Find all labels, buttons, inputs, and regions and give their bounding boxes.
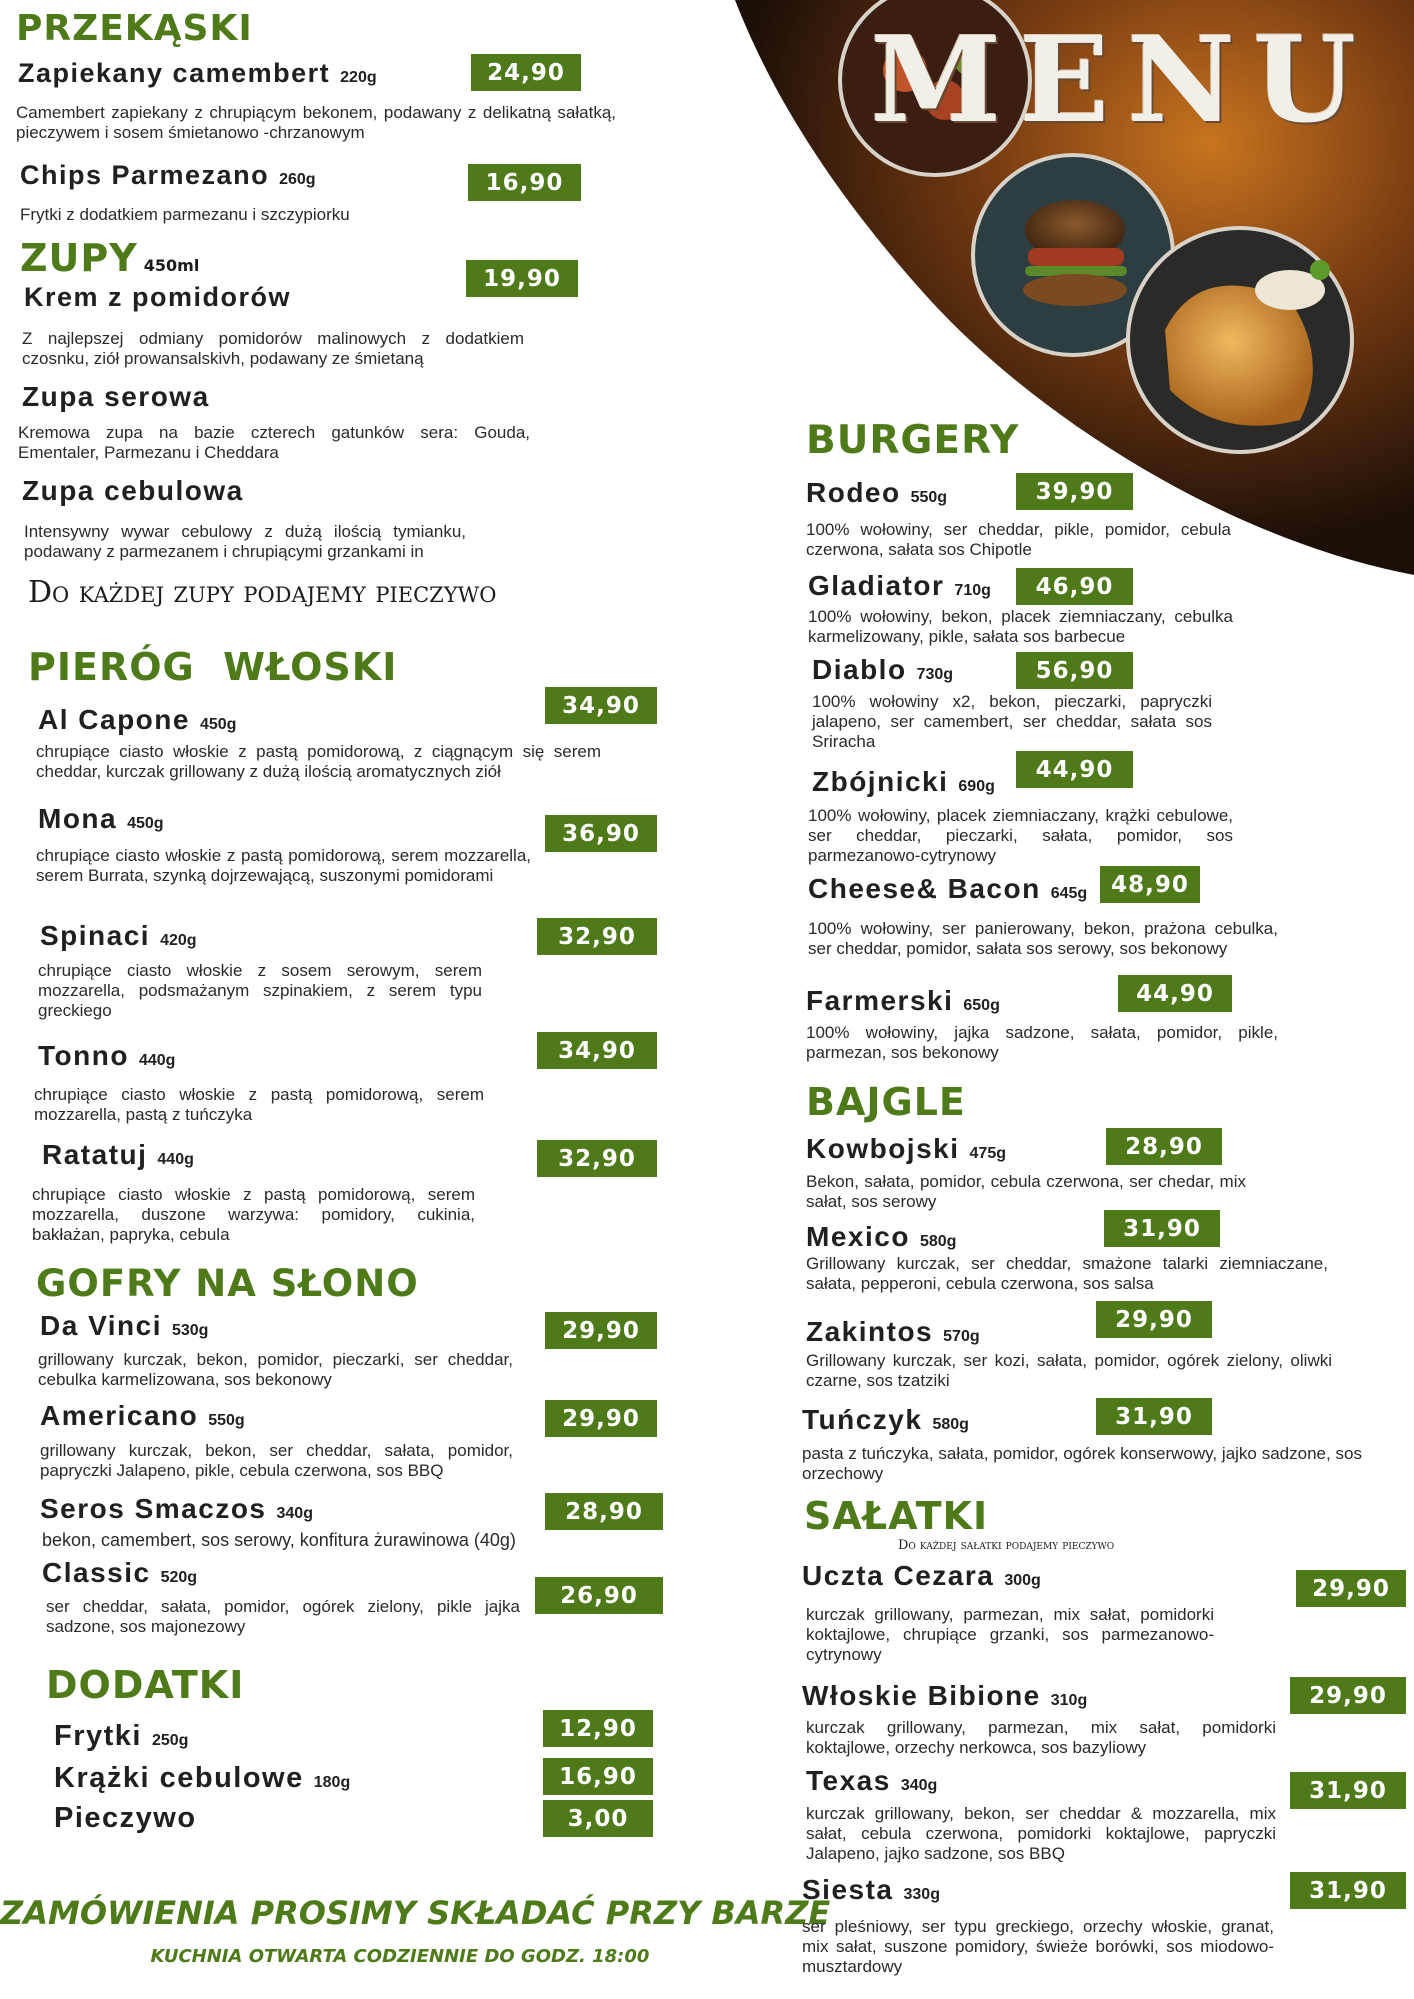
- item-name: Zbójnicki: [812, 766, 949, 797]
- item-weight: 580g: [919, 1233, 957, 1250]
- item-zakintos-price: 29,90: [1096, 1301, 1212, 1338]
- kitchen-hours-note: KUCHNIA OTWARTA CODZIENNIE DO GODZ. 18:00: [150, 1946, 650, 1967]
- item-texas-price: 31,90: [1290, 1772, 1406, 1809]
- section-zupy-title: [20, 236, 199, 280]
- item-classic-name: [42, 1557, 197, 1589]
- item-mexico-price: 31,90: [1104, 1210, 1220, 1247]
- item-davinci-desc: grillowany kurczak, bekon, pomidor, pieczarki, ser cheddar, cebulka karmelizowana, sos bekonowy: [38, 1350, 513, 1389]
- item-weight: 520g: [160, 1569, 198, 1586]
- item-seros-desc: bekon, camembert, sos serowy, konfitura żurawinowa (40g): [42, 1530, 516, 1550]
- item-weight: 420g: [160, 932, 197, 949]
- item-kowbojski-desc: Bekon, sałata, pomidor, cebula czerwona, ser chedar, mix sałat, sos serowy: [806, 1172, 1246, 1211]
- section-salatki-title: SAŁATKI: [804, 1494, 989, 1538]
- item-weight: 340g: [900, 1777, 938, 1794]
- item-bibione-price: 29,90: [1290, 1677, 1406, 1714]
- item-name: Seros Smaczos: [40, 1493, 267, 1524]
- item-gladiator-desc: 100% wołowiny, bekon, placek ziemniaczany, cebulka karmelizowany, pikle, sałata sos barbecue: [808, 607, 1233, 646]
- item-krem-price: 19,90: [466, 260, 578, 297]
- item-name: Uczta Cezara: [802, 1560, 995, 1591]
- item-name: Tonno: [38, 1040, 129, 1071]
- item-farmerski-desc: 100% wołowiny, jajka sadzone, sałata, pomidor, pikle, parmezan, sos bekonowy: [806, 1023, 1278, 1062]
- item-camembert-name: [18, 58, 377, 89]
- item-camembert-desc: Camembert zapiekany z chrupiącym bekonem, podawany z delikatną sałatką, pieczywem i sosem śmietanowo -chrzanowym: [16, 103, 616, 142]
- item-spinaci-price: 32,90: [537, 918, 657, 955]
- item-kowbojski-name: [806, 1133, 1006, 1165]
- item-diablo-desc: 100% wołowiny x2, bekon, pieczarki, papryczki jalapeno, ser camembert, ser cheddar, sałata sos Sriracha: [812, 692, 1212, 751]
- item-name: Frytki: [54, 1720, 142, 1752]
- item-mona-name: [38, 803, 164, 835]
- item-chips-desc: Frytki z dodatkiem parmezanu i szczypiorku: [20, 205, 350, 224]
- item-rodeo-name: [806, 477, 947, 509]
- item-cheese-name: [808, 873, 1087, 905]
- item-name: Diablo: [812, 654, 907, 685]
- item-weight: 650g: [963, 997, 1000, 1014]
- section-zupy-size: 450ml: [143, 256, 200, 275]
- item-texas-desc: kurczak grillowany, bekon, ser cheddar & mozzarella, mix sałat, cebula czerwona, pomidorki koktajlowe, papryczki Jalapeno, jajko sadzone, sos BBQ: [806, 1804, 1276, 1863]
- item-weight: 475g: [969, 1145, 1006, 1162]
- item-rodeo-desc: 100% wołowiny, ser cheddar, pikle, pomidor, cebula czerwona, sałata sos Chipotle: [806, 520, 1231, 559]
- item-cezar-price: 29,90: [1296, 1570, 1406, 1607]
- item-krem-name: Krem z pomidorów: [24, 282, 292, 312]
- menu-title: MENU: [870, 10, 1374, 149]
- item-krazki-price: 16,90: [543, 1758, 653, 1795]
- salad-bread-note: Do każdej sałatki podajemy pieczywo: [898, 1538, 1115, 1553]
- item-frytki-name: [54, 1720, 188, 1753]
- item-name: Da Vinci: [40, 1310, 162, 1341]
- item-serowa-name: Zupa serowa: [22, 381, 210, 412]
- item-davinci-name: [40, 1310, 208, 1342]
- item-serowa-desc: Kremowa zupa na bazie czterech gatunków sera: Gouda, Ementaler, Parmezanu i Cheddara: [18, 423, 530, 462]
- item-name: Spinaci: [40, 920, 151, 951]
- item-name: Siesta: [802, 1874, 894, 1905]
- item-cezar-desc: kurczak grillowany, parmezan, mix sałat, pomidorki koktajlowe, chrupiące grzanki, sos parmezanowo-cytrynowy: [806, 1605, 1214, 1664]
- item-weight: 645g: [1050, 885, 1088, 902]
- item-ratatuj-name: [42, 1139, 194, 1171]
- item-mona-desc: chrupiące ciasto włoskie z pastą pomidorową, serem mozzarella, serem Burrata, szynką dojrzewającą, suszonymi pomidorami: [36, 846, 531, 885]
- item-rodeo-price: 39,90: [1016, 473, 1133, 510]
- item-weight: 300g: [1004, 1572, 1041, 1589]
- item-pieczywo-price: 3,00: [543, 1800, 653, 1837]
- item-name: Texas: [806, 1765, 891, 1796]
- item-weight: 730g: [916, 666, 954, 683]
- soup-bread-note: Do każdej zupy podajemy pieczywo: [28, 575, 497, 610]
- item-weight: 550g: [910, 489, 948, 506]
- item-weight: 530g: [171, 1322, 209, 1339]
- item-tunczyk-name: [802, 1404, 969, 1436]
- order-at-bar-note: ZAMÓWIENIA PROSIMY SKŁADAĆ PRZY BARZE: [0, 1894, 831, 1932]
- item-diablo-price: 56,90: [1016, 652, 1133, 689]
- item-texas-name: [806, 1765, 937, 1797]
- item-name: Chips Parmezano: [20, 160, 270, 190]
- item-krem-desc: Z najlepszej odmiany pomidorów malinowych z dodatkiem czosnku, ziół prowansalskivh, podawany ze śmietaną: [22, 329, 524, 368]
- item-camembert-price: 24,90: [471, 54, 581, 91]
- item-gladiator-name: [808, 570, 991, 602]
- section-bajgle-title: BAJGLE: [806, 1080, 966, 1124]
- item-ratatuj-desc: chrupiące ciasto włoskie z pastą pomidorową, serem mozzarella, duszone warzywa: pomidory, cukinia, bakłażan, papryka, cebula: [32, 1185, 475, 1244]
- item-tunczyk-price: 31,90: [1096, 1398, 1212, 1435]
- item-weight: 440g: [138, 1052, 176, 1069]
- item-weight: 570g: [943, 1328, 980, 1345]
- item-tonno-price: 34,90: [537, 1032, 657, 1069]
- item-name: Mona: [38, 803, 118, 834]
- item-name: Mexico: [806, 1221, 910, 1252]
- item-spinaci-desc: chrupiące ciasto włoskie z sosem serowym, serem mozzarella, podsmażanym szpinakiem, z serem typu greckiego: [38, 961, 482, 1020]
- item-cezar-name: [802, 1560, 1041, 1592]
- item-name: Americano: [40, 1400, 199, 1431]
- item-ratatuj-price: 32,90: [537, 1140, 657, 1177]
- item-weight: 710g: [954, 582, 991, 599]
- item-zakintos-desc: Grillowany kurczak, ser kozi, sałata, pomidor, ogórek zielony, oliwki czarne, sos tzatziki: [806, 1351, 1332, 1390]
- section-zupy-label: ZUPY: [20, 236, 138, 280]
- item-cebulowa-name: Zupa cebulowa: [22, 475, 244, 506]
- item-weight: 330g: [903, 1886, 940, 1903]
- item-americano-desc: grillowany kurczak, bekon, ser cheddar, sałata, pomidor, papryczki Jalapeno, pikle, cebula czerwona, sos BBQ: [40, 1441, 513, 1480]
- item-classic-price: 26,90: [535, 1577, 663, 1614]
- item-weight: 580g: [932, 1416, 969, 1433]
- section-przekaski-title: PRZEKĄSKI: [16, 8, 253, 49]
- item-weight: 450g: [199, 716, 237, 733]
- item-weight: 220g: [340, 69, 377, 86]
- item-krazki-name: [54, 1762, 350, 1795]
- item-davinci-price: 29,90: [545, 1312, 657, 1349]
- item-chips-name: [20, 160, 316, 191]
- item-siesta-desc: ser pleśniowy, ser typu greckiego, orzechy włoskie, granat, mix sałat, suszone pomidory, świeże borówki, sos miodowo-musztardowy: [802, 1917, 1274, 1976]
- item-classic-desc: ser cheddar, sałata, pomidor, ogórek zielony, pikle jajka sadzone, sos majonezowy: [46, 1597, 520, 1636]
- section-dodatki-title: DODATKI: [46, 1663, 245, 1707]
- item-name: Rodeo: [806, 477, 901, 508]
- item-weight: 340g: [276, 1505, 313, 1522]
- item-alcapone-name: [38, 704, 236, 736]
- item-zakintos-name: [806, 1316, 980, 1348]
- item-bibione-name: [802, 1680, 1087, 1712]
- item-siesta-price: 31,90: [1290, 1872, 1406, 1909]
- item-name: Kowbojski: [806, 1133, 960, 1164]
- item-frytki-price: 12,90: [543, 1710, 653, 1747]
- item-weight: 690g: [958, 778, 995, 795]
- item-zbojnicki-desc: 100% wołowiny, placek ziemniaczany, krążki cebulowe, ser cheddar, pieczarki, sałata, pomidor, sos parmezanowo-cytrynowy: [808, 806, 1233, 865]
- item-name: Ratatuj: [42, 1139, 148, 1170]
- item-diablo-name: [812, 654, 953, 686]
- item-tunczyk-desc: pasta z tuńczyka, sałata, pomidor, ogórek konserwowy, jajko sadzone, sos orzechowy: [802, 1444, 1362, 1483]
- item-kowbojski-price: 28,90: [1106, 1128, 1222, 1165]
- item-mona-price: 36,90: [545, 815, 657, 852]
- item-zbojnicki-price: 44,90: [1016, 751, 1133, 788]
- item-cebulowa-desc: Intensywny wywar cebulowy z dużą ilością tymianku, podawany z parmezanem i chrupiącymi grzankami in: [24, 522, 466, 561]
- item-alcapone-desc: chrupiące ciasto włoskie z pastą pomidorową, z ciągnącym się serem cheddar, kurczak grillowany z dużą ilością aromatycznych ziół: [36, 742, 601, 781]
- section-pierog-title: PIERÓG WŁOSKI: [28, 645, 398, 689]
- item-weight: 450g: [127, 815, 164, 832]
- item-cheese-price: 48,90: [1100, 866, 1200, 903]
- item-tonno-name: [38, 1040, 175, 1072]
- item-weight: 550g: [208, 1412, 245, 1429]
- item-name: Tuńczyk: [802, 1404, 923, 1435]
- item-alcapone-price: 34,90: [545, 687, 657, 724]
- item-name: Farmerski: [806, 985, 954, 1016]
- item-farmerski-name: [806, 985, 1000, 1017]
- item-name: Zakintos: [806, 1316, 934, 1347]
- item-cheese-desc: 100% wołowiny, ser panierowany, bekon, prażona cebulka, ser cheddar, pomidor, sałata sos serowy, sos bekonowy: [808, 919, 1278, 958]
- item-weight: 440g: [157, 1151, 194, 1168]
- item-name: Krążki cebulowe: [54, 1762, 304, 1794]
- section-burgery-title: BURGERY: [806, 418, 1020, 463]
- item-siesta-name: [802, 1874, 940, 1906]
- item-farmerski-price: 44,90: [1118, 975, 1232, 1012]
- item-spinaci-name: [40, 920, 197, 952]
- item-americano-name: [40, 1400, 245, 1432]
- item-zbojnicki-name: [812, 766, 995, 798]
- item-bibione-desc: kurczak grillowany, parmezan, mix sałat, pomidorki koktajlowe, orzechy nerkowca, sos bazyliowy: [806, 1718, 1276, 1757]
- section-gofry-title: GOFRY NA SŁONO: [36, 1262, 419, 1305]
- item-name: Gladiator: [808, 570, 945, 601]
- item-mexico-desc: Grillowany kurczak, ser cheddar, smażone talarki ziemniaczane, sałata, pepperoni, cebula czerwona, sos salsa: [806, 1254, 1328, 1293]
- item-seros-name: [40, 1493, 313, 1525]
- item-mexico-name: [806, 1221, 956, 1253]
- item-name: Włoskie Bibione: [802, 1680, 1041, 1711]
- item-name: Classic: [42, 1557, 151, 1588]
- item-chips-price: 16,90: [468, 164, 581, 201]
- item-americano-price: 29,90: [545, 1400, 657, 1437]
- item-weight: 180g: [313, 1774, 351, 1791]
- item-weight: 250g: [151, 1732, 189, 1749]
- item-tonno-desc: chrupiące ciasto włoskie z pastą pomidorową, serem mozzarella, pastą z tuńczyka: [34, 1085, 484, 1124]
- item-weight: 260g: [279, 171, 316, 188]
- item-name: Al Capone: [38, 704, 190, 735]
- item-weight: 310g: [1050, 1692, 1088, 1709]
- item-seros-price: 28,90: [545, 1493, 663, 1530]
- item-name: Cheese& Bacon: [808, 873, 1041, 904]
- item-gladiator-price: 46,90: [1016, 568, 1133, 605]
- item-pieczywo-name: Pieczywo: [54, 1802, 197, 1834]
- item-name: Zapiekany camembert: [18, 58, 331, 88]
